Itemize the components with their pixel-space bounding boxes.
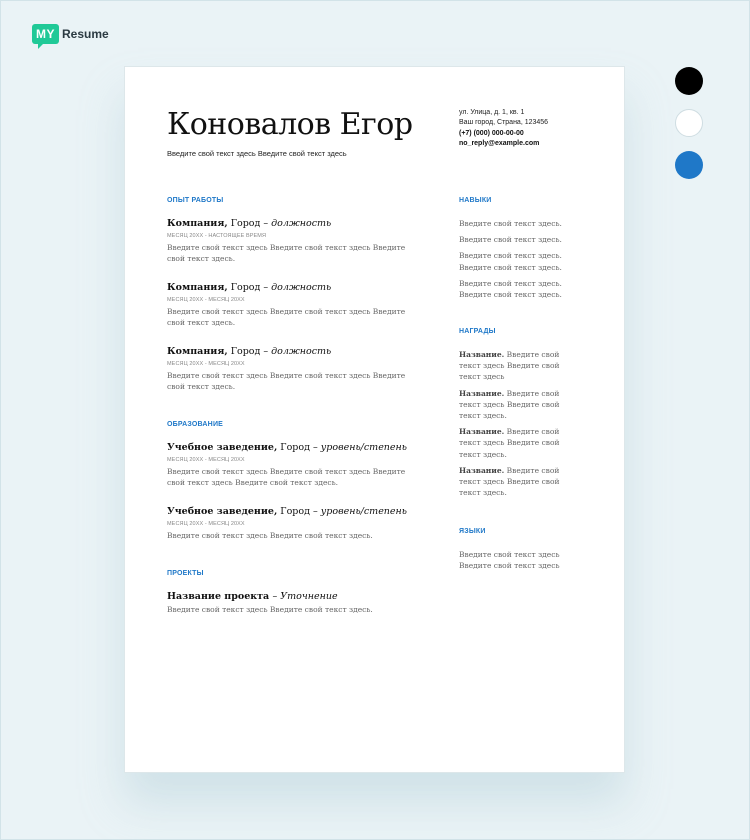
entry-org: Учебное заведение, [167, 442, 278, 453]
entry-description: Введите свой текст здесь Введите свой текст здесь Введите свой текст здесь. [167, 307, 406, 327]
education-entry [167, 442, 412, 488]
project-title: Название проекта [167, 591, 273, 602]
contact-address: ул. Улица, д. 1, кв. 1 [459, 109, 525, 116]
contact-block [459, 108, 548, 149]
entry-title [167, 282, 412, 293]
section-heading-awards: НАГРАДЫ [459, 328, 496, 335]
skill-item: Введите свой текст здесь. Введите свой текст здесь. [459, 251, 562, 272]
award-item [459, 426, 574, 460]
award-label: Название. [459, 388, 505, 398]
entry-description: Введите свой текст здесь Введите свой текст здесь. [167, 605, 373, 614]
color-swatch-blue[interactable] [675, 151, 703, 179]
entry-org: Учебное заведение, [167, 506, 278, 517]
entry-title [167, 346, 412, 357]
logo-text: Resume [62, 27, 109, 41]
entry-title [167, 442, 412, 453]
section-heading-skills: НАВЫКИ [459, 197, 492, 204]
project-detail: Уточнение [280, 591, 338, 602]
experience-entry [167, 346, 412, 392]
award-text: Введите свой текст здесь Введите свой текст здесь. [459, 388, 560, 421]
award-item [459, 465, 574, 499]
award-label: Название. [459, 350, 505, 359]
myresume-logo[interactable] [32, 24, 109, 44]
skill-item: Введите свой текст здесь. [459, 219, 562, 228]
color-swatch-white[interactable] [675, 109, 703, 137]
section-heading-education: ОБРАЗОВАНИЕ [167, 421, 224, 428]
entry-org: Компания, [167, 282, 228, 293]
entry-place: Город – [227, 218, 272, 229]
skill-item: Введите свой текст здесь. Введите свой текст здесь. [459, 278, 562, 300]
entry-role: уровень/степень [320, 442, 407, 453]
skills-list [459, 218, 574, 300]
entry-description: Введите свой текст здесь Введите свой текст здесь Введите свой текст здесь. [167, 371, 406, 391]
entry-title [167, 218, 412, 229]
entry-description: Введите свой текст здесь Введите свой текст здесь Введите свой текст здесь Введите свой текст здесь. [167, 467, 406, 487]
award-item [459, 388, 574, 422]
entry-dates: МЕСЯЦ 20XX - МЕСЯЦ 20XX [167, 361, 245, 367]
entry-role: должность [271, 346, 332, 357]
entry-place: Город – [227, 346, 272, 357]
entry-description: Введите свой текст здесь Введите свой текст здесь. [167, 531, 373, 540]
skill-item: Введите свой текст здесь. [459, 235, 562, 245]
entry-org: Компания, [167, 218, 228, 229]
languages-text: Введите свой текст здесь Введите свой текст здесь [459, 550, 560, 571]
project-separator: – [272, 591, 281, 602]
resume-page [124, 66, 625, 773]
contact-city: Ваш город, Страна, 123456 [459, 119, 549, 127]
entry-description: Введите свой текст здесь Введите свой текст здесь Введите свой текст здесь. [167, 243, 406, 263]
entry-place: Город – [277, 442, 321, 453]
logo-badge: MY [32, 24, 59, 44]
entry-dates: МЕСЯЦ 20XX - МЕСЯЦ 20XX [167, 457, 245, 463]
entry-place: Город – [277, 506, 321, 517]
resume-subtitle: Введите свой текст здесь Введите свой текст здесь [167, 149, 347, 158]
experience-entry [167, 218, 412, 264]
entry-dates: МЕСЯЦ 20XX - МЕСЯЦ 20XX [167, 521, 245, 527]
award-text: Введите свой текст здесь Введите свой текст здесь. [459, 427, 560, 459]
award-label: Название. [459, 427, 505, 437]
award-text: Введите свой текст здесь Введите свой текст здесь. [459, 465, 560, 498]
section-heading-experience: ОПЫТ РАБОТЫ [167, 197, 224, 204]
entry-dates: МЕСЯЦ 20XX - МЕСЯЦ 20XX [167, 297, 245, 303]
resume-name: Коновалов Егор [167, 107, 413, 142]
contact-email: no_reply@example.com [459, 139, 540, 147]
project-entry [167, 591, 412, 615]
entry-role: должность [271, 282, 332, 293]
entry-place: Город – [227, 282, 272, 293]
entry-title [167, 591, 412, 602]
award-label: Название. [459, 465, 505, 475]
contact-phone: (+7) (000) 000-00-00 [459, 129, 524, 137]
awards-list [459, 349, 574, 498]
entry-dates: МЕСЯЦ 20XX - НАСТОЯЩЕЕ ВРЕМЯ [167, 233, 267, 239]
languages-block [459, 549, 574, 571]
entry-role: должность [271, 218, 332, 229]
award-text: Введите свой текст здесь Введите свой текст здесь [459, 350, 560, 382]
entry-org: Компания, [167, 346, 228, 357]
award-item [459, 349, 574, 383]
section-heading-projects: ПРОЕКТЫ [167, 570, 204, 577]
color-swatch-black[interactable] [675, 67, 703, 95]
entry-title [167, 506, 412, 517]
section-heading-languages: ЯЗЫКИ [459, 528, 486, 535]
education-entry [167, 506, 412, 541]
entry-role: уровень/степень [320, 506, 407, 517]
experience-entry [167, 282, 412, 328]
